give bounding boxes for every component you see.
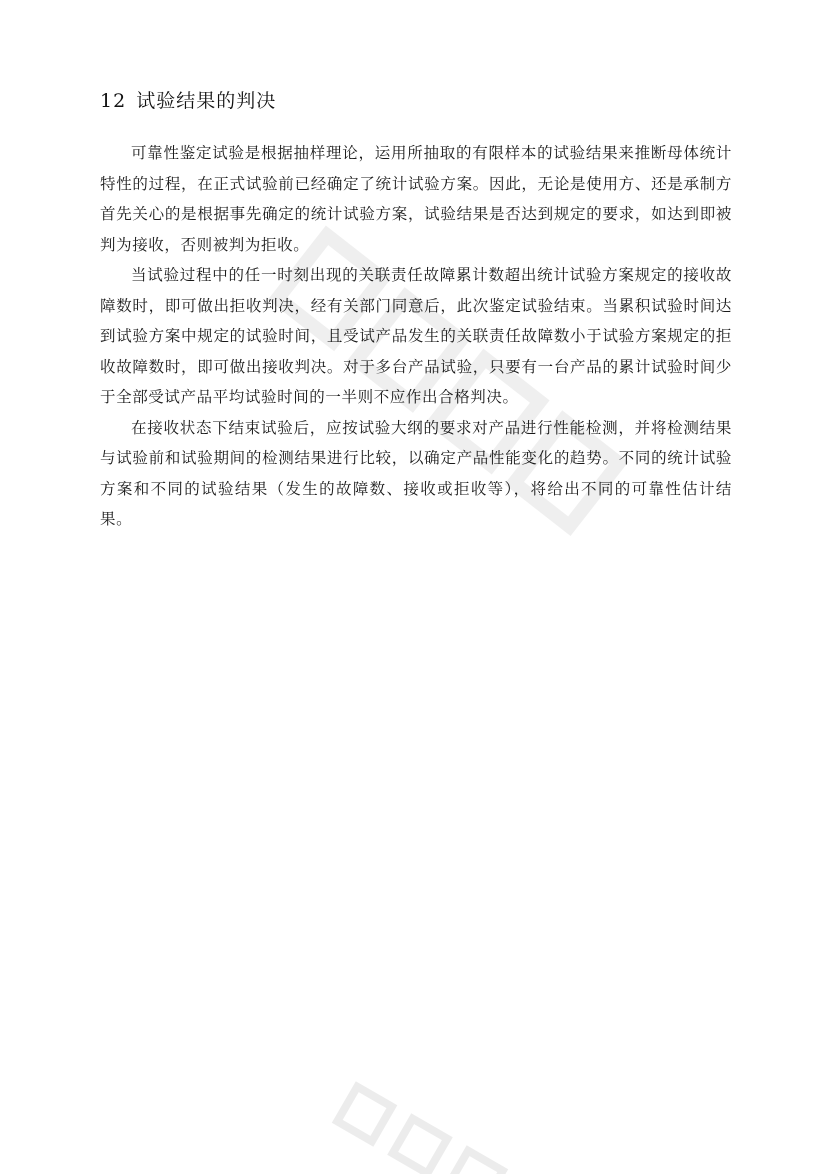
section-number: 12 bbox=[100, 90, 127, 112]
section-heading bbox=[100, 86, 732, 116]
paragraph-1: 可靠性鉴定试验是根据抽样理论，运用所抽取的有限样本的试验结果来推断母体统计特性的过程，在正式试验前已经确定了统计试验方案。因此，无论是使用方、还是承制方首先关心的是根据事先确定的统计试验方案，试验结果是否达到规定的要求，如达到即被判为接收，否则被判为拒收。 bbox=[100, 144, 732, 254]
document-body bbox=[100, 86, 732, 535]
paragraph-2: 当试验过程中的任一时刻出现的关联责任故障累计数超出统计试验方案规定的接收故障数时，即可做出拒收判决，经有关部门同意后，此次鉴定试验结束。当累积试验时间达到试验方案中规定的试验时间，且受试产品发生的关联责任故障数小于试验方案规定的拒收故障数时，即可做出接收判决。对于多台产品试验，只要有一台产品的累计试验时间少于全部受试产品平均试验时间的一半则不应作出合格判决。 bbox=[100, 266, 732, 406]
paragraph-3: 在接收状态下结束试验后，应按试验大纲的要求对产品进行性能检测，并将检测结果与试验前和试验期间的检测结果进行比较，以确定产品性能变化的趋势。不同的统计试验方案和不同的试验结果（发生的故障数、接收或拒收等），将给出不同的可靠性估计结果。 bbox=[100, 418, 732, 528]
watermark-shape-bottom bbox=[328, 1077, 512, 1174]
section-title: 试验结果的判决 bbox=[136, 90, 277, 112]
